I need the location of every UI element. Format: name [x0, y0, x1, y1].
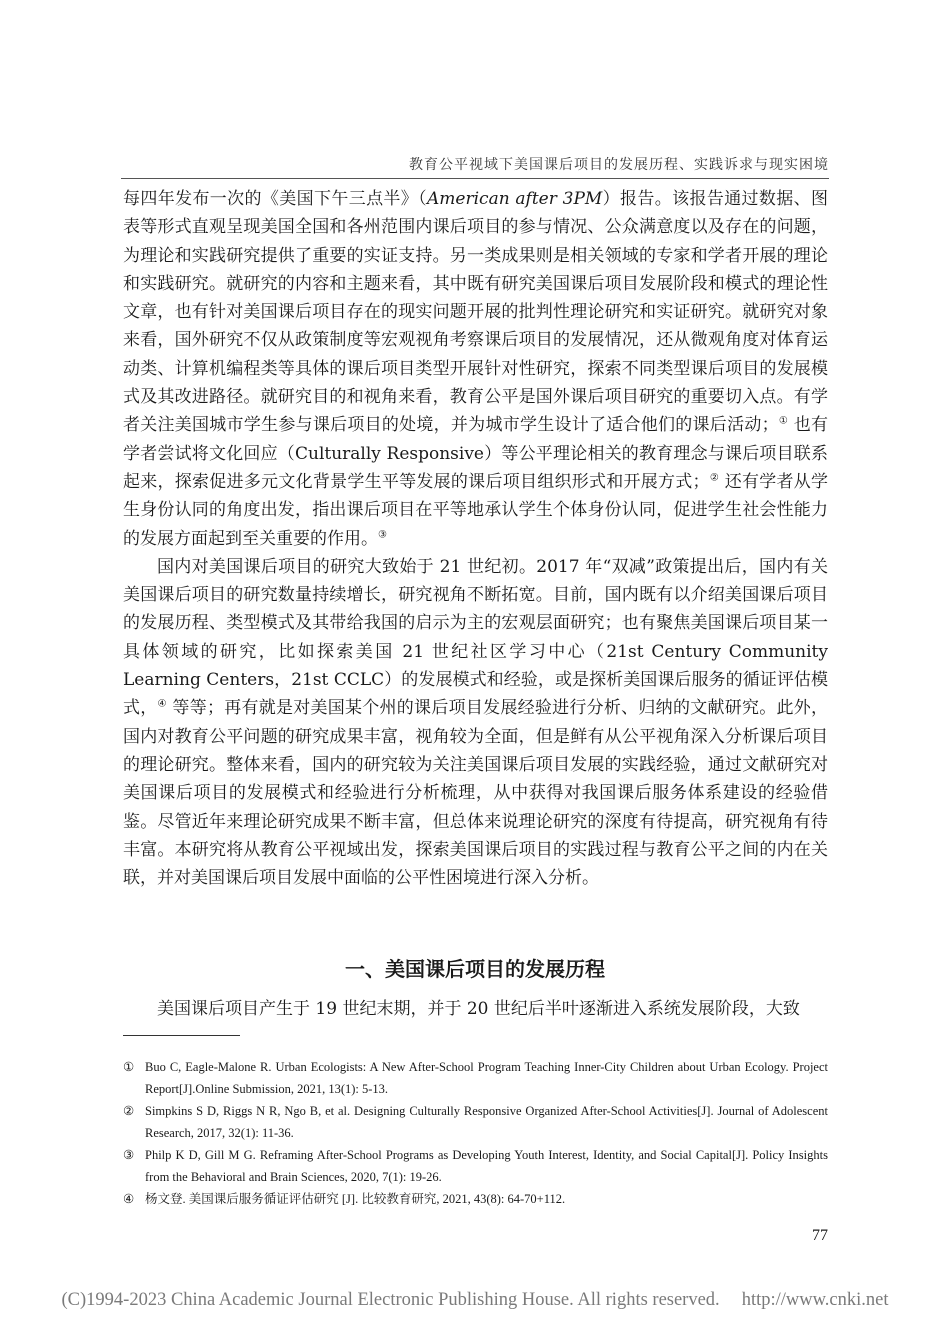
- p1-text-b: ）报告。该报告通过数据、图表等形式直观呈现美国全国和各州范围内课后项目的参与情况、公众满意度以及存在的问题，为理论和实践研究提供了重要的实证支持。另一类成果则是相关领域的专家和学者开展的理论和实践研究。就研究的内容和主题来看，其中既有研究美国课后项目发展阶段和模式的理论性文章，也有针对美国课后项目存在的现实问题开展的批判性理论研究和实证研究。就研究对象来看，国外研究不仅从政策制度等宏观视角考察课后项目的发展情况，还从微观角度对体育运动类、计算机编程类等具体的课后项目类型开展针对性研究，探索不同类型课后项目的发展模式及其改进路径。就研究目的和视角来看，教育公平是国外课后项目研究的重要切入点。有学者关注美国城市学生参与课后项目的处境，并为城市学生设计了适合他们的课后活动；: [123, 189, 829, 436]
- p2-text-a: 国内对美国课后项目的研究大致始于 21 世纪初。2017 年“双减”政策提出后，国内有关美国课后项目的研究数量持续增长，研究视角不断拓宽。目前，国内既有以介绍美国课后项目的发展历程、类型模式及其带给我国的启示为主的宏观层面研究；也有聚焦美国课后项目某一具体领域的研究，比如探索美国 21 世纪社区学习中心（21st Century Community Learning Centers，21st CCLC）的发展模式和经验，或是探析美国课后服务的循证评估模式，: [123, 556, 828, 719]
- copyright-text: (C)1994-2023 China Academic Journal Electronic Publishing House. All rights reserved.: [61, 1290, 720, 1310]
- p1-text-a: 每四年发布一次的《美国下午三点半》（: [123, 189, 428, 209]
- body-text: [123, 185, 828, 892]
- paragraph-2: [123, 553, 828, 893]
- footnotes: [123, 1056, 828, 1210]
- footnote-1: [123, 1056, 828, 1100]
- header-rule: [121, 178, 829, 179]
- p1-text-c: 也有学者尝试将文化回应（Culturally Responsive）等公平理论相关的教育理念与课后项目联系起来，探索促进多元文化背景学生平等发展的课后项目组织形式和开展方式；: [123, 415, 829, 492]
- footnote-marker: ③: [123, 1148, 135, 1162]
- footnote-text: 杨文登. 美国课后服务循证评估研究 [J]. 比较教育研究, 2021, 43(8): 64-70+112.: [145, 1192, 566, 1206]
- p2-text-b: 等等；再有就是对美国某个州的课后项目发展经验进行分析、归纳的文献研究。此外，国内对教育公平问题的研究成果丰富，视角较为全面，但是鲜有从公平视角深入分析课后项目的理论研究。整体来看，国内的研究较为关注美国课后项目发展的实践经验，通过文献研究对美国课后项目的发展模式和经验进行分析梳理，从中获得对我国课后服务体系建设的经验借鉴。尽管近年来理论研究成果不断丰富，但总体来说理论研究的深度有待提高，研究视角有待丰富。本研究将从教育公平视域出发，探索美国课后项目的实践过程与教育公平之间的内在关联，并对美国课后项目发展中面临的公平性困境进行深入分析。: [123, 698, 829, 889]
- paragraph-3: 美国课后项目产生于 19 世纪末期，并于 20 世纪后半叶逐渐进入系统发展阶段，大致: [157, 999, 800, 1019]
- footnote-3: [123, 1144, 828, 1188]
- p1-italic-title: American after 3PM: [427, 189, 603, 209]
- running-header: 教育公平视域下美国课后项目的发展历程、实践诉求与现实困境: [409, 157, 829, 173]
- footnote-marker: ②: [123, 1104, 135, 1118]
- footnote-marker: ①: [123, 1060, 135, 1074]
- section-heading: 一、美国课后项目的发展历程: [345, 957, 605, 981]
- footnote-ref-4[interactable]: ④: [157, 698, 167, 710]
- page-number: 77: [812, 1227, 828, 1244]
- footnote-ref-3[interactable]: ③: [378, 528, 387, 540]
- footnote-ref-1[interactable]: ①: [778, 415, 789, 427]
- footnote-text: Buo C, Eagle-Malone R. Urban Ecologists: A New After-School Program Teaching Inner-City Children about Urban Ecology. Project Report[J].Online Submission, 2021, 13(1): 5-13.: [145, 1060, 828, 1096]
- cnki-watermark: [0, 1290, 950, 1311]
- paragraph-1: [123, 185, 828, 553]
- footnote-text: Philp K D, Gill M G. Reframing After-School Programs as Developing Youth Interest, Identity, and Social Capital[J]. Policy Insights from the Behavioral and Brain Sciences, 2020, 7(1): 19-26.: [145, 1148, 828, 1184]
- cnki-url[interactable]: http://www.cnki.net: [741, 1290, 889, 1310]
- footnote-marker: ④: [123, 1192, 135, 1206]
- footnote-4: [123, 1188, 828, 1210]
- footnote-separator: [123, 1035, 240, 1036]
- p1-text-d: 还有学者从学生身份认同的角度出发，指出课后项目在平等地承认学生个体身份认同，促进学生社会性能力的发展方面起到至关重要的作用。: [123, 471, 829, 549]
- footnote-ref-2[interactable]: ②: [709, 472, 720, 484]
- footnote-text: Simpkins S D, Riggs N R, Ngo B, et al. Designing Culturally Responsive Organized After-School Activities[J]. Journal of Adolescent Research, 2017, 32(1): 11-36.: [145, 1104, 828, 1140]
- footnote-2: [123, 1100, 828, 1144]
